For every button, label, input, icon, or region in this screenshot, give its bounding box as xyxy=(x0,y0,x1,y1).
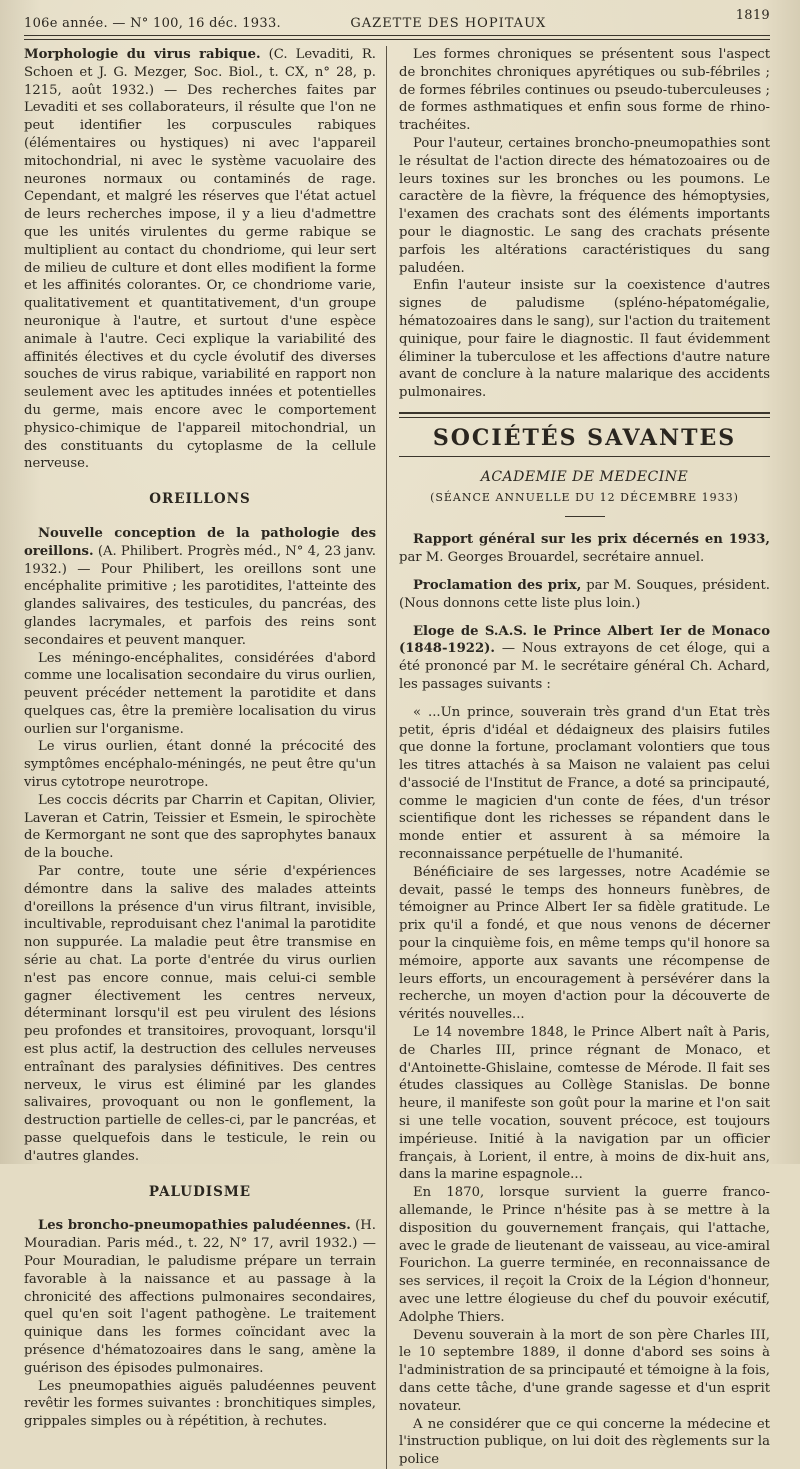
societes-heading: SOCIÉTÉS SAVANTES xyxy=(432,424,737,451)
paludisme-p2: Les pneumopathies aiguës paludéennes peuvent revêtir les formes suivantes : bronchitiques simples, grippales simples ou à répétition, à rechutes. xyxy=(24,1378,376,1430)
eloge-quote-4: En 1870, lorsque survient la guerre franco-allemande, le Prince n'hésite pas à se mettre à la disposition du gouvernement français, qui l'attache, avec le grade de lieutenant de vaisseau, au vice-amiral Fourichon. La guerre terminée, en reconnaissance de ses services, il reçoit la Croix de la Légion d'honneur, avec une lettre élogieuse du chef du pouvoir exécutif, Adolphe Thiers. xyxy=(399,1185,770,1325)
eloge-entry xyxy=(399,623,770,694)
proclamation-title: Proclamation des prix, xyxy=(413,577,582,593)
proclamation-entry xyxy=(399,577,770,613)
oreillons-p4: Les coccis décrits par Charrin et Capitan, Olivier, Laveran et Catrin, Teissier et Esmein, le spirochète de Kermorgant ne sont que des saprophytes banaux de la bouche. xyxy=(24,792,376,862)
eloge-quote-1: « ...Un prince, souverain très grand d'un Etat très petit, épris d'idéal et dédaigneux des plaisirs futiles que donne la fortune, proclamant volontiers que tous les titres attachés à sa Maison ne valaient pas celui d'associé de l'Institut de France, a doté sa principauté, comme le magicien d'un conte de fées, d'un trésor scientifique dont les richesses se répandent dans le monde entier et assurent à sa mémoire la reconnaissance perpétuelle de l'humanité. xyxy=(399,704,770,863)
eloge-quote-2: Bénéficiaire de ses largesses, notre Académie se devait, passé le temps des honneurs funèbres, de témoigner au Prince Albert Ier sa fidèle gratitude. Le prix qu'il a fondé, et que nous venons de décerner pour la cinquième fois, en même temps qu'il honore sa mémoire, apporte aux savants une récompense de leurs efforts, un encouragement à persévérer dans la recherche, un moyen d'action pour la découverte de vérités nouvelles... xyxy=(399,864,770,1023)
issue-info: 106e année. — N° 100, 16 déc. 1933. xyxy=(24,16,281,31)
societes-rule xyxy=(399,456,770,457)
rapport-text: par M. Georges Brouardel, secrétaire annuel. xyxy=(399,550,705,566)
section-heading-oreillons: OREILLONS xyxy=(149,491,251,508)
oreillons-p2: Les méningo-encéphalites, considérées d'abord comme une localisation secondaire du virus ourlien, peuvent précéder nettement la parotidite et dans quelques cas, être la première localisation du virus ourlien sur l'organisme. xyxy=(24,650,376,737)
page-header xyxy=(24,0,770,36)
eloge-quote-5: Devenu souverain à la mort de son père Charles III, le 10 septembre 1889, il donne d'abord ses soins à l'administration de sa principauté et témoigne à la fois, dans cette tâche, d'une grande sagesse et d'un esprit novateur. xyxy=(399,1327,770,1414)
rapport-entry xyxy=(399,531,770,567)
rabies-ref: (C. Levaditi, R. Schoen et J. G. Mezger, Soc. Biol., t. CX, n° 28, p. 1215, août 1932.) — xyxy=(24,47,376,98)
paludisme-cont-p3: Enfin l'auteur insiste sur la coexistence d'autres signes de paludisme (spléno-hépatomégalie, hématozoaires dans le sang), sur l'action du traitement quinique, pour faire le diagnostic. Il faut évidemment éliminer la tuberculose et les affections d'autre nature avant de conclure à la nature malarique des accidents pulmonaires. xyxy=(399,278,770,401)
eloge-quote-6: A ne considérer que ce qui concerne la médecine et l'instruction publique, on lui doit des règlements sur la police xyxy=(399,1416,770,1468)
oreillons-ref: (A. Philibert. Progrès méd., N° 4, 23 janv. 1932.) — xyxy=(24,543,376,577)
paludisme-ref: (H. Mouradian. Paris méd., t. 22, N° 17, avril 1932.) — xyxy=(24,1218,376,1252)
oreillons-p1: Pour Philibert, les oreillons sont une encéphalite primitive ; les parotidites, l'atteinte des glandes salivaires, des testicules, du pancréas, des glandes lacrymales, et parfois des reins sont secondaires et peuvent manquer. xyxy=(24,561,376,648)
eloge-title: Eloge de S.A.S. le Prince Albert Ier de Monaco (1848-1922). xyxy=(399,623,770,657)
paludisme-article xyxy=(24,1217,376,1377)
paludisme-cont-p1: Les formes chroniques se présentent sous l'aspect de bronchites chroniques apyrétiques ou sub-fébriles ; de formes fébriles continues ou pseudo-tuberculeuses ; de formes asthmatiques et enfin sous forme de rhino-trachéites. xyxy=(399,47,770,134)
columns xyxy=(24,46,770,1469)
rabies-article xyxy=(24,46,376,473)
oreillons-p5: Par contre, toute une série d'expériences démontre dans la salive des malades atteints d'oreillons la présence d'un virus filtrant, invisible, incultivable, reproduisant chez l'animal la parotidite non suppurée. La maladie peut être transmise en série au chat. La porte d'entrée du virus ourlien n'est pas encore connue, mais celui-ci semble gagner électivement les centres nerveux, déterminant lorsqu'il est peu virulent des lésions peu profondes et transitoires, provoquant, lorsqu'il est plus actif, la destruction des cellules nerveuses entraînant des paralysies définitives. Des centres nerveux, le virus est éliminé par les glandes salivaires, provoquant ou non le gonflement, la destruction partielle de celles-ci, par le pancréas, et passe quelquefois dans le testicule, le rein ou d'autres glandes. xyxy=(24,864,376,1164)
paludisme-p1: Pour Mouradian, le paludisme prépare un terrain favorable à la naissance et au passage à la chronicité des affections pulmonaires secondaires, quel qu'en soit l'agent pathogène. Le traitement quinique dans les formes coïncidant avec la présence d'hématozoaires dans le sang, amène la guérison des épisodes pulmonaires. xyxy=(24,1254,376,1376)
seance-subheading: (SÉANCE ANNUELLE DU 12 DÉCEMBRE 1933) xyxy=(430,490,739,504)
journal-title: GAZETTE DES HOPITAUX xyxy=(350,16,547,31)
academie-heading: ACADEMIE DE MEDECINE xyxy=(480,468,689,485)
proclamation-text: par M. Souques, président. (Nous donnons cette liste plus loin.) xyxy=(399,577,770,611)
paludisme-cont-p2: Pour l'auteur, certaines broncho-pneumopathies sont le résultat de l'action directe des hématozoaires ou de leurs toxines sur les bronches ou les poumons. Le caractère de la fièvre, la fréquence des hémoptysies, l'examen des crachats sont des éléments importants pour le diagnostic. Le sang des crachats présente parfois les altérations caractéristiques du sang paludéen. xyxy=(399,135,770,276)
section-heading-paludisme: PALUDISME xyxy=(148,1183,252,1200)
header-rule xyxy=(24,36,770,40)
oreillons-p3: Le virus ourlien, étant donné la précocité des symptômes encéphalo-méningés, ne peut être qu'un virus cytotrope neurotrope. xyxy=(24,739,376,791)
section-divider xyxy=(399,412,770,418)
eloge-quote-3: Le 14 novembre 1848, le Prince Albert naît à Paris, de Charles III, prince régnant de Monaco, et d'Antoinette-Ghislaine, comtesse de Mérode. Il fait ses études classiques au Collège Stanislas. De bonne heure, il manifeste son goût pour la marine et l'on sait si une telle vocation, souvent précoce, est toujours impérieuse. Initié à la navigation par un officier français, à Lorient, il entre, à moins de dix-huit ans, dans la marine espagnole... xyxy=(399,1025,770,1183)
left-column xyxy=(24,46,386,1469)
academie-rule xyxy=(565,516,605,517)
right-column xyxy=(386,46,770,1469)
page-number: 1819 xyxy=(735,8,770,23)
rabies-title: Morphologie du virus rabique. xyxy=(24,47,261,62)
oreillons-article xyxy=(24,525,376,650)
paludisme-title: Les broncho-pneumopathies paludéennes. xyxy=(38,1218,351,1234)
rabies-text: Des recherches faites par Levaditi et ses collaborateurs, il résulte que l'on ne peut identifier les corpuscules rabiques (élémentaires ou hystiques) ni avec l'appareil mitochondrial, ni avec le système vacuolaire des neurones normaux ou contaminés de rage. Cependant, et malgré les réserves que l'état actuel de leurs recherches impose, il y a lieu d'admettre que les unités virulentes du germe rabique se multiplient au contact du chondriome, qui leur sert de milieu de culture et dont elles modifient la forme et les affinités colorantes. Or, ce chondriome varie, qualitativement et quantitativement, d'un groupe neuronique à l'autre, et surtout d'une espèce animale à l'autre. Ceci explique la variabilité des affinités électives et du cycle évolutif des diverses souches de virus rabique, variabilité en rapport non seulement avec les aptitudes innées et potentielles du germe, mais encore avec le comportement physico-chimique de l'appareil mitochondrial, un des constituants du cytoplasme de la cellule nerveuse. xyxy=(24,82,376,472)
eloge-text: — Nous extrayons de cet éloge, qui a été prononcé par M. le secrétaire général Ch. Achard, les passages suivants : xyxy=(399,641,770,692)
oreillons-title: Nouvelle conception de la pathologie des oreillons. xyxy=(24,525,376,559)
rapport-title: Rapport général sur les prix décernés en 1933, xyxy=(413,532,770,548)
